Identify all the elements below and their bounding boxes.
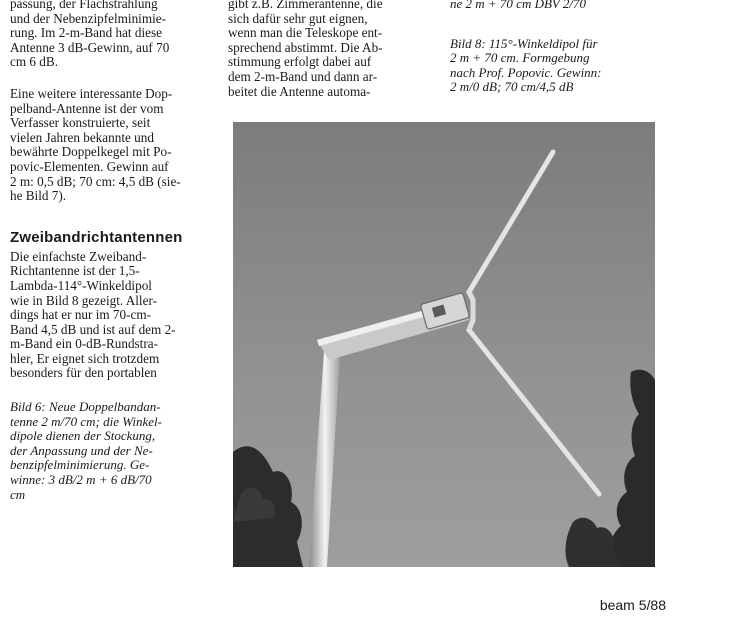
text-column-left: [10, 0, 218, 502]
text-line: pelband-Antenne ist der vom: [10, 100, 164, 116]
text-line: Band 4,5 dB und ist auf dem 2-: [10, 321, 176, 337]
caption-line: 2 m + 70 cm. Formgebung: [450, 50, 590, 66]
caption-line: winne: 3 dB/2 m + 6 dB/70: [10, 472, 152, 488]
caption-line: cm: [10, 486, 26, 502]
caption-line: dipole dienen der Stockung,: [10, 428, 156, 444]
section-heading: Zweibandrichtantennen: [10, 228, 183, 246]
text-line: dings hat er nur im 70-cm-: [10, 307, 151, 323]
paragraph: [228, 0, 435, 99]
text-line: besonders für den portablen: [10, 365, 157, 381]
text-line: sich dafür sehr gut eignen,: [228, 10, 368, 26]
text-line: rung. Im 2-m-Band hat diese: [10, 25, 162, 41]
text-line: wenn man die Teleskope ent-: [228, 25, 383, 41]
text-line: und der Nebenzipfelminimie-: [10, 10, 166, 26]
antenna-photo: [233, 122, 655, 567]
antenna-photo-drawing: [233, 122, 655, 567]
text-line: Eine weitere interessante Dop-: [10, 85, 173, 101]
figure-caption-bild-8: [450, 37, 660, 95]
page-footer: beam 5/88: [599, 597, 666, 613]
text-line: bewährte Doppelkegel mit Po-: [10, 144, 172, 160]
text-line: 2 m: 0,5 dB; 70 cm: 4,5 dB (sie-: [10, 173, 181, 189]
text-line: hler, Er eignet sich trotzdem: [10, 350, 160, 366]
text-line: Verfasser konstruierte, seit: [10, 115, 151, 131]
text-line: Die einfachste Zweiband-: [10, 248, 147, 264]
caption-fragment: [450, 0, 660, 12]
text-line: povic-Elementen. Gewinn auf: [10, 158, 169, 174]
figure-caption-bild-6: [10, 400, 218, 502]
caption-line: 2 m/0 dB; 70 cm/4,5 dB: [450, 79, 574, 95]
caption-line: ne 2 m + 70 cm DBV 2/70: [450, 0, 586, 11]
paragraph: [10, 250, 218, 381]
text-line: Lambda-114°-Winkeldipol: [10, 277, 152, 293]
caption-line: der Anpassung und der Ne-: [10, 442, 153, 458]
text-line: sprechend abstimmt. Die Ab-: [228, 39, 383, 55]
text-column-right: [450, 0, 660, 95]
text-line: cm 6 dB.: [10, 54, 58, 70]
text-line: he Bild 7).: [10, 188, 67, 204]
text-line: Antenne 3 dB-Gewinn, auf 70: [10, 39, 170, 55]
paragraph: [10, 0, 218, 70]
text-line: dem 2-m-Band und dann ar-: [228, 68, 378, 84]
text-line: m-Band ein 0-dB-Rundstra-: [10, 336, 158, 352]
text-column-middle: [228, 0, 435, 99]
text-line: Richtantenne ist der 1,5-: [10, 263, 140, 279]
caption-line: tenne 2 m/70 cm; die Winkel-: [10, 413, 162, 429]
text-line: beitet die Antenne automa-: [228, 83, 371, 99]
text-line: wie in Bild 8 gezeigt. Aller-: [10, 292, 157, 308]
text-line: gibt z.B. Zimmerantenne, die: [228, 0, 383, 11]
text-line: stimmung erfolgt dabei auf: [228, 54, 372, 70]
text-line: passung, der Flachstrahlung: [10, 0, 158, 11]
caption-line: nach Prof. Popovic. Gewinn:: [450, 64, 602, 80]
text-line: vielen Jahren bekannte und: [10, 129, 154, 145]
caption-line: benzipfelminimierung. Ge-: [10, 457, 150, 473]
paragraph: [10, 87, 218, 204]
caption-line: Bild 8: 115°-Winkeldipol für: [450, 35, 598, 51]
caption-line: Bild 6: Neue Doppelbandan-: [10, 399, 161, 415]
sky-background: [233, 122, 655, 567]
